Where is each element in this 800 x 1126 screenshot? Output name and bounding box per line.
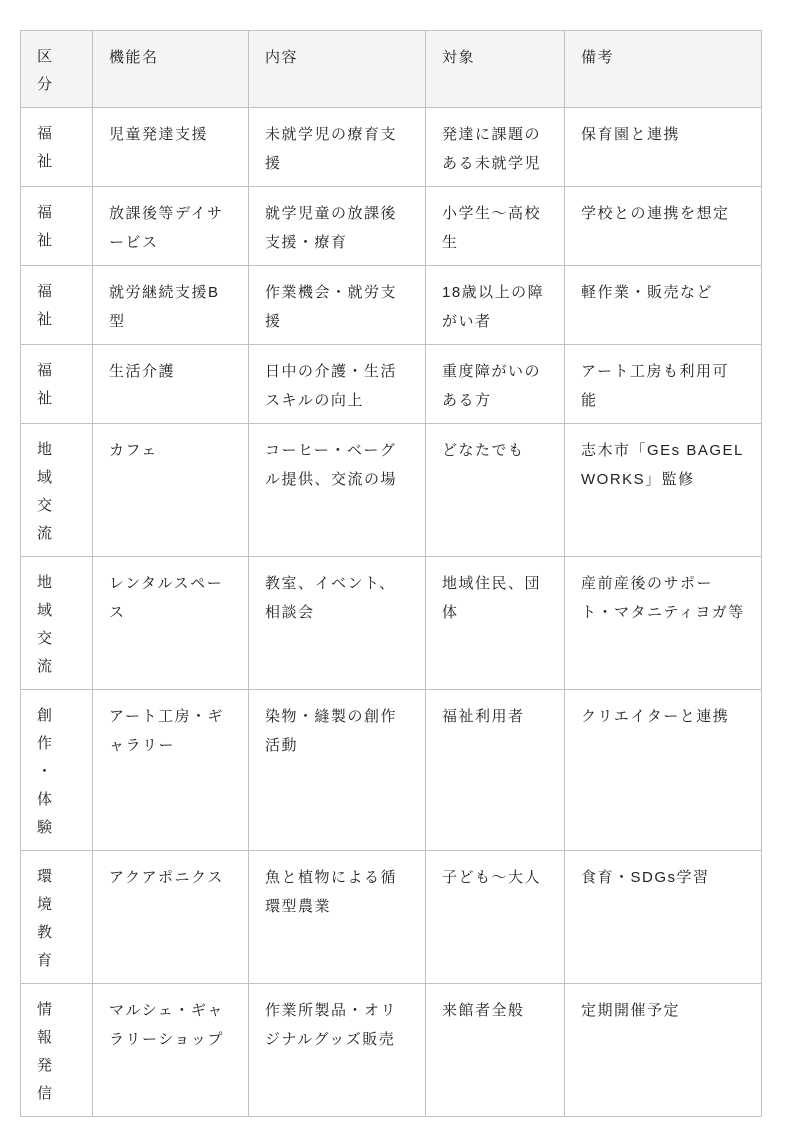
cell-text: レンタルスペース <box>109 575 224 621</box>
cell-category <box>21 266 93 345</box>
cell-category <box>21 187 93 266</box>
cell-text: 生活介護 <box>109 363 176 380</box>
cell-text: 作業所製品・オリジナルグッズ販売 <box>265 1002 398 1048</box>
cell-text: 染物・縫製の創作活動 <box>265 708 398 754</box>
cell-text: 児童発達支援 <box>109 126 209 143</box>
cell-text: 軽作業・販売など <box>581 284 714 301</box>
cell-description <box>249 266 426 345</box>
cell-text: 就労継続支援B型 <box>109 284 220 330</box>
column-header-description <box>249 31 426 108</box>
cell-text: コーヒー・ベーグル提供、交流の場 <box>265 442 398 488</box>
cell-category <box>21 108 93 187</box>
table-row <box>21 984 762 1117</box>
cell-text: 来館者全般 <box>442 1002 525 1019</box>
cell-description <box>249 108 426 187</box>
table-body <box>21 108 762 1117</box>
cell-name <box>93 108 249 187</box>
cell-name <box>93 984 249 1117</box>
cell-text: 未就学児の療育支援 <box>265 126 398 172</box>
column-header-label: 機能名 <box>109 49 159 66</box>
cell-description <box>249 345 426 424</box>
column-header-label: 区分 <box>37 48 54 93</box>
table-row <box>21 424 762 557</box>
cell-text: 地域住民、団体 <box>442 575 542 621</box>
cell-name <box>93 851 249 984</box>
cell-text: アート工房も利用可能 <box>581 363 730 409</box>
cell-description <box>249 187 426 266</box>
cell-text: 日中の介護・生活スキルの向上 <box>265 363 398 409</box>
cell-description <box>249 690 426 851</box>
cell-text: どなたでも <box>442 442 525 459</box>
cell-text: 発達に課題のある未就学児 <box>442 126 542 172</box>
cell-text: マルシェ・ギャラリーショップ <box>109 1002 224 1048</box>
cell-text: アクアポニクス <box>109 869 224 886</box>
cell-text: 福祉利用者 <box>442 708 525 725</box>
cell-target <box>426 187 565 266</box>
cell-text: 作業機会・就労支援 <box>265 284 398 330</box>
cell-text: 重度障がいのある方 <box>442 363 542 409</box>
cell-note <box>565 266 762 345</box>
cell-text: 食育・SDGs学習 <box>581 869 710 886</box>
cell-target <box>426 851 565 984</box>
cell-target <box>426 424 565 557</box>
cell-name <box>93 187 249 266</box>
cell-target <box>426 557 565 690</box>
cell-text: 放課後等デイサービス <box>109 205 224 251</box>
cell-name <box>93 690 249 851</box>
page-content <box>20 30 761 1117</box>
cell-note <box>565 557 762 690</box>
cell-category <box>21 984 93 1117</box>
table-row <box>21 345 762 424</box>
cell-category <box>21 345 93 424</box>
table-row <box>21 187 762 266</box>
cell-text: 産前産後のサポート・マタニティヨガ等 <box>581 575 745 621</box>
cell-text: 福祉 <box>37 283 54 328</box>
cell-target <box>426 690 565 851</box>
cell-text: 福祉 <box>37 125 54 170</box>
cell-text: 教室、イベント、相談会 <box>265 575 396 621</box>
cell-text: 魚と植物による循環型農業 <box>265 869 398 915</box>
cell-note <box>565 851 762 984</box>
column-header-target <box>426 31 565 108</box>
cell-name <box>93 424 249 557</box>
table-row <box>21 557 762 690</box>
cell-text: 保育園と連携 <box>581 126 681 143</box>
column-header-category <box>21 31 93 108</box>
cell-description <box>249 424 426 557</box>
cell-text: 環境教育 <box>37 868 54 969</box>
cell-note <box>565 187 762 266</box>
cell-note <box>565 984 762 1117</box>
cell-description <box>249 984 426 1117</box>
cell-target <box>426 108 565 187</box>
cell-text: アート工房・ギャラリー <box>109 708 225 754</box>
cell-target <box>426 266 565 345</box>
cell-category <box>21 424 93 557</box>
cell-text: クリエイターと連携 <box>581 708 730 725</box>
cell-note <box>565 690 762 851</box>
cell-name <box>93 266 249 345</box>
cell-target <box>426 345 565 424</box>
cell-category <box>21 557 93 690</box>
column-header-label: 対象 <box>442 49 476 66</box>
function-overview-table <box>20 30 762 1117</box>
cell-description <box>249 851 426 984</box>
table-row <box>21 690 762 851</box>
cell-text: 福祉 <box>37 204 54 249</box>
cell-note <box>565 108 762 187</box>
column-header-note <box>565 31 762 108</box>
cell-text: 志木市「GEs BAGEL WORKS」監修 <box>581 442 744 488</box>
cell-category <box>21 851 93 984</box>
cell-text: 学校との連携を想定 <box>581 205 730 222</box>
cell-note <box>565 424 762 557</box>
cell-note <box>565 345 762 424</box>
cell-text: 地域交流 <box>37 574 54 675</box>
cell-text: カフェ <box>109 442 158 459</box>
table-row <box>21 108 762 187</box>
cell-text: 小学生〜高校生 <box>442 205 542 251</box>
column-header-label: 備考 <box>581 49 615 66</box>
table-row <box>21 851 762 984</box>
cell-text: 定期開催予定 <box>581 1002 681 1019</box>
cell-text: 子ども〜大人 <box>442 869 542 886</box>
cell-target <box>426 984 565 1117</box>
cell-text: 地域交流 <box>37 441 54 542</box>
cell-text: 18歳以上の障がい者 <box>442 284 545 330</box>
cell-text: 就学児童の放課後支援・療育 <box>265 205 398 251</box>
cell-text: 創作・体験 <box>37 707 54 836</box>
cell-description <box>249 557 426 690</box>
table-row <box>21 266 762 345</box>
cell-name <box>93 345 249 424</box>
cell-text: 福祉 <box>37 362 54 407</box>
table-header <box>21 31 762 108</box>
header-row <box>21 31 762 108</box>
column-header-label: 内容 <box>265 49 299 66</box>
cell-category <box>21 690 93 851</box>
cell-text: 情報発信 <box>37 1001 54 1102</box>
column-header-name <box>93 31 249 108</box>
cell-name <box>93 557 249 690</box>
